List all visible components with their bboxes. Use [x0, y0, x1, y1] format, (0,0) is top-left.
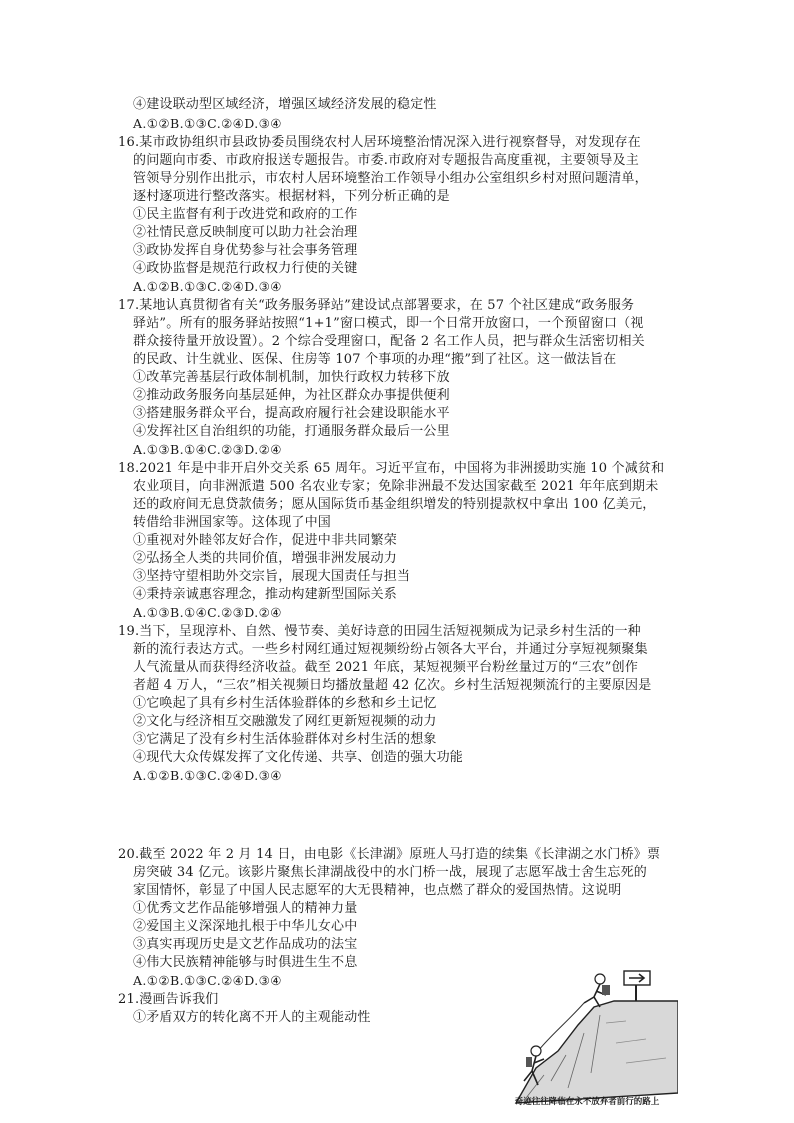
q20-stem-line: 房突破 34 亿元。该影片聚焦长津湖战役中的水门桥一战，展现了志愿军战士舍生忘死的 [133, 865, 648, 880]
q18-stem-line: 农业项目，向非洲派遣 500 名农业专家；免除非洲最不发达国家截至 2021 年年底到期未 [133, 479, 659, 494]
q21-stem: 21.漫画告诉我们 [118, 992, 219, 1007]
q17-option: ③搭建服务群众平台，提高政府履行社会建设职能水平 [133, 406, 450, 421]
q17-stem-line: 群众接待量开放设置）。2 个综合受理窗口，配备 2 名工作人员，把与群众生活密切相关 [133, 334, 645, 349]
q19-stem-line: 人气流量从而获得经济收益。截至 2021 年底，某短视频平台粉丝量过万的“三农”创作 [133, 660, 639, 675]
q16-stem-line: 逐村逐项进行整改落实。根据材料，下列分析正确的是 [133, 189, 450, 204]
q16-option: ③政协发挥自身优势参与社会事务管理 [133, 243, 358, 258]
q20-stem-line: 20.截至 2022 年 2 月 14 日，由电影《长津湖》原班人马打造的续集《长津湖之水门桥》票 [118, 847, 661, 862]
q17-stem-line: 驿站”。所有的服务驿站按照“1+1”窗口模式，即一个日常开放窗口，一个预留窗口（视 [133, 316, 644, 331]
q19-answers: A.①②B.①③C.②④D.③④ [133, 768, 282, 783]
q18-option: ①重视对外睦邻友好合作，促进中非共同繁荣 [133, 533, 398, 548]
q17-option: ④发挥社区自治组织的功能，打通服务群众最后一公里 [133, 424, 450, 439]
q18-stem-line: 18.2021 年是中非开启外交关系 65 周年。习近平宣布，中国将为非洲援助实施 10 个减贫和 [118, 461, 665, 476]
q16-option: ④政协监督是规范行政权力行使的关键 [133, 261, 358, 276]
q16-stem-line: 管领导分别作出批示，市农村人居环境整治工作领导小组办公室组织乡村对照问题清单， [133, 171, 648, 186]
q16-stem-line: 16.某市政协组织市县政协委员围绕农村人居环境整治情况深入进行视察督导，对发现存在 [118, 135, 641, 150]
q20-option: ③真实再现历史是文艺作品成功的法宝 [133, 937, 358, 952]
q18-answers: A.①③B.①④C.②③D.②④ [133, 605, 282, 620]
prev-answers: A.①②B.①③C.②④D.③④ [133, 116, 282, 131]
q18-option: ③坚持守望相助外交宗旨，展现大国责任与担当 [133, 569, 411, 584]
q17-option: ①改革完善基层行政体制机制，加快行政权力转移下放 [133, 370, 450, 385]
q20-option: ④伟大民族精神能够与时俱进生生不息 [133, 955, 358, 970]
q16-answers: A.①②B.①③C.②④D.③④ [133, 279, 282, 294]
q19-option: ③它满足了没有乡村生活体验群体对乡村生活的想象 [133, 732, 437, 747]
q16-option: ②社情民意反映制度可以助力社会治理 [133, 225, 358, 240]
q19-option: ②文化与经济相互交融激发了网红更新短视频的动力 [133, 714, 437, 729]
q20-option: ②爱国主义深深地扎根于中华儿女心中 [133, 919, 358, 934]
q21-option-1: ①矛盾双方的转化离不开人的主观能动性 [133, 1010, 371, 1025]
q17-option: ②推动政务服务向基层延伸，为社区群众办事提供便利 [133, 388, 450, 403]
q19-option: ④现代大众传媒发挥了文化传递、共享、创造的强大功能 [133, 750, 464, 765]
q17-stem-line: 的民政、计生就业、医保、住房等 107 个事项的办理“搬”到了社区。这一做法旨在 [133, 352, 617, 367]
q19-option: ①它唤起了具有乡村生活体验群体的乡愁和乡土记忆 [133, 696, 437, 711]
q19-stem-line: 者超 4 万人，“三农”相关视频日均播放量超 42 亿次。乡村生活短视频流行的主要原因是 [133, 678, 652, 693]
q20-stem-line: 家国情怀，彰显了中国人民志愿军的大无畏精神，也点燃了群众的爱国热情。这说明 [133, 883, 622, 898]
q20-answers: A.①②B.①③C.②④D.③④ [133, 973, 282, 988]
q19-stem-line: 19.当下，呈现淳朴、自然、慢节奏、美好诗意的田园生活短视频成为记录乡村生活的一种 [118, 624, 641, 639]
prev-option-4: ④建设联动型区域经济，增强区域经济发展的稳定性 [133, 97, 437, 112]
q18-stem-line: 转借给非洲国家等。这体现了中国 [133, 515, 332, 530]
q18-option: ②弘扬全人类的共同价值，增强非洲发展动力 [133, 551, 398, 566]
q16-option: ①民主监督有利于改进党和政府的工作 [133, 207, 358, 222]
cartoon-climbers-icon [496, 963, 678, 1111]
q17-stem-line: 17.某地认真贯彻省有关“政务服务驿站”建设试点部署要求，在 57 个社区建成“政务服务 [118, 298, 635, 313]
q18-option: ④秉持亲诚惠容理念，推动构建新型国际关系 [133, 587, 398, 602]
q17-answers: A.①③B.①④C.②③D.②④ [133, 442, 282, 457]
cartoon-caption: 奇迹往往降临在永不放弃者前行的路上 [514, 1097, 660, 1107]
q19-stem-line: 新的流行表达方式。一些乡村网红通过短视频纷纷占领各大平台，并通过分享短视频聚集 [133, 642, 648, 657]
q18-stem-line: 还的政府间无息贷款债务；愿从国际货币基金组织增发的特别提款权中拿出 100 亿美元， [133, 497, 656, 512]
q20-option: ①优秀文艺作品能够增强人的精神力量 [133, 901, 358, 916]
q16-stem-line: 的问题向市委、市政府报送专题报告。市委.市政府对专题报告高度重视，主要领导及主 [133, 153, 639, 168]
